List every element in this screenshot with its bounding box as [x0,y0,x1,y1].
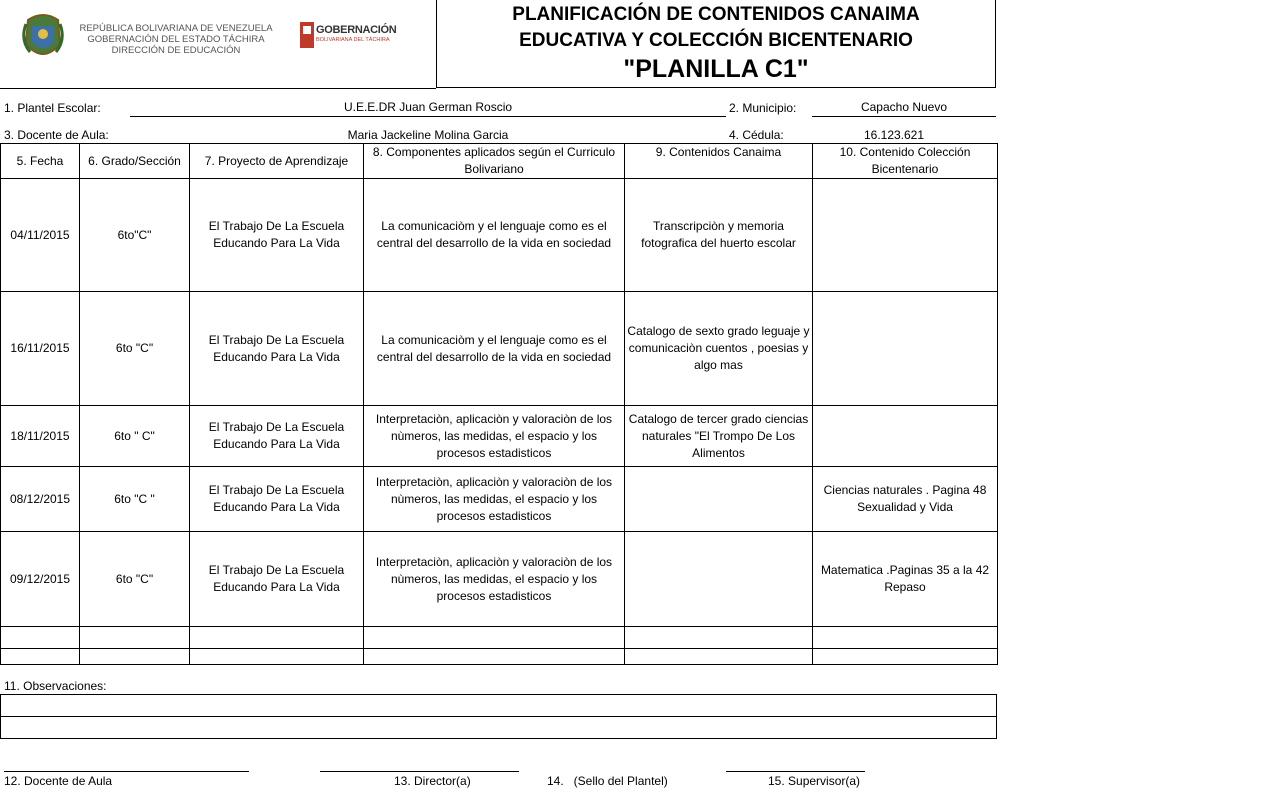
cell-fecha[interactable]: 16/11/2015 [1,292,80,406]
plantel-value: U.E.E.DR Juan German Roscio [343,100,513,114]
cedula-label: 4. Cédula: [729,128,784,142]
cell-bicentenario[interactable] [813,179,998,292]
table-row [1,532,998,627]
plantel-label: 1. Plantel Escolar: [4,101,101,115]
header-componentes: 8. Componentes aplicados según el Curriculo Bolivariano [364,144,625,179]
gobernacion-logo [300,22,395,52]
cell-empty[interactable] [80,627,190,649]
docente-signature-line[interactable] [4,771,249,772]
title-line-2: EDUCATIVA Y COLECCIÓN BICENTENARIO [519,30,913,51]
supervisor-signature-line[interactable] [726,771,865,772]
cell-proyecto[interactable]: El Trabajo De La Escuela Educando Para La Vida [190,467,364,532]
cell-empty[interactable] [813,649,998,665]
cell-fecha[interactable]: 08/12/2015 [1,467,80,532]
table-header-row [1,144,998,179]
cell-grado[interactable]: 6to " C" [80,406,190,467]
cell-fecha[interactable]: 18/11/2015 [1,406,80,467]
cedula-value[interactable]: 16.123.621 [863,128,925,142]
header-canaima: 9. Contenidos Canaima [625,144,813,179]
cell-proyecto[interactable]: El Trabajo De La Escuela Educando Para La Vida [190,292,364,406]
cell-canaima[interactable]: Catalogo de tercer grado ciencias naturales "El Trompo De Los Alimentos [625,406,813,467]
table-row-empty [1,649,998,665]
cell-bicentenario[interactable] [813,406,998,467]
municipio-value: Capacho Nuevo [860,100,948,114]
plantel-field[interactable] [130,100,726,117]
cell-grado[interactable]: 6to"C" [80,179,190,292]
cell-componentes[interactable]: La comunicaciòm y el lenguaje como es el central del desarrollo de la vida en sociedad [364,179,625,292]
header-proyecto: 7. Proyecto de Aprendizaje [190,144,364,179]
logo-subtitle: BOLIVARIANA DEL TÁCHIRA [316,37,390,43]
cell-bicentenario[interactable]: Matematica .Paginas 35 a la 42 Repaso [813,532,998,627]
cell-bicentenario[interactable] [813,292,998,406]
observaciones-box[interactable] [0,694,997,739]
director-signature-label: 13. Director(a) [394,774,471,788]
header-grado: 6. Grado/Sección [80,144,190,179]
header-fecha: 5. Fecha [1,144,80,179]
observaciones-label: 11. Observaciones: [4,679,107,693]
table-row [1,406,998,467]
table-row [1,467,998,532]
title-line-1: PLANIFICACIÓN DE CONTENIDOS CANAIMA [512,4,920,25]
planning-table [0,143,998,665]
table-row [1,292,998,406]
docente-label: 3. Docente de Aula: [4,128,109,142]
director-signature-line[interactable] [320,771,519,772]
cell-empty[interactable] [625,649,813,665]
cell-empty[interactable] [625,627,813,649]
cell-fecha[interactable]: 09/12/2015 [1,532,80,627]
tachira-seal-icon [22,12,64,62]
cell-empty[interactable] [190,649,364,665]
docente-signature-label: 12. Docente de Aula [4,774,113,788]
observaciones-line [1,716,996,717]
cell-empty[interactable] [364,627,625,649]
cell-empty[interactable] [1,649,80,665]
municipio-label: 2. Municipio: [729,101,797,115]
supervisor-signature-label: 15. Supervisor(a) [768,774,861,788]
docente-value[interactable]: Maria Jackeline Molina Garcia [347,128,509,142]
cell-empty[interactable] [190,627,364,649]
form-name: "PLANILLA C1" [623,55,809,83]
cell-empty[interactable] [813,627,998,649]
cell-canaima[interactable] [625,532,813,627]
cell-componentes[interactable]: La comunicaciòm y el lenguaje como es el central del desarrollo de la vida en sociedad [364,292,625,406]
cell-proyecto[interactable]: El Trabajo De La Escuela Educando Para La Vida [190,179,364,292]
cell-empty[interactable] [80,649,190,665]
gobernacion-flag-icon [300,22,314,48]
cell-fecha[interactable]: 04/11/2015 [1,179,80,292]
cell-grado[interactable]: 6to "C" [80,532,190,627]
cell-componentes[interactable]: Interpretaciòn, aplicaciòn y valoraciòn de los nùmeros, las medidas, el espacio y los procesos estadisticos [364,532,625,627]
table-row-empty [1,627,998,649]
header-divider [0,88,436,89]
cell-grado[interactable]: 6to "C " [80,467,190,532]
cell-canaima[interactable]: Catalogo de sexto grado leguaje y comunicaciòn cuentos , poesias y algo mas [625,292,813,406]
municipio-field[interactable] [812,100,996,117]
cell-componentes[interactable]: Interpretaciòn, aplicaciòn y valoraciòn de los nùmeros, las medidas, el espacio y los procesos estadisticos [364,467,625,532]
cell-empty[interactable] [364,649,625,665]
sello-label: 14. (Sello del Plantel) [547,774,668,788]
government-text: REPÚBLICA BOLIVARIANA DE VENEZUELA GOBERNACIÓN DEL ESTADO TÁCHIRA DIRECCIÓN DE EDUCACIÓN [79,23,273,56]
header-bicentenario: 10. Contenido Colección Bicentenario [813,144,998,179]
cell-componentes[interactable]: Interpretaciòn, aplicaciòn y valoraciòn de los nùmeros, las medidas, el espacio y los procesos estadisticos [364,406,625,467]
cell-proyecto[interactable]: El Trabajo De La Escuela Educando Para La Vida [190,532,364,627]
cell-proyecto[interactable]: El Trabajo De La Escuela Educando Para La Vida [190,406,364,467]
cell-canaima[interactable] [625,467,813,532]
header-title-box [436,0,996,88]
cell-empty[interactable] [1,627,80,649]
cell-bicentenario[interactable]: Ciencias naturales . Pagina 48 Sexualidad y Vida [813,467,998,532]
cell-grado[interactable]: 6to "C" [80,292,190,406]
table-row [1,179,998,292]
logo-title: GOBERNACIÓN [316,24,397,36]
cell-canaima[interactable]: Transcripciòn y memoria fotografica del huerto escolar [625,179,813,292]
header-left [0,0,436,88]
